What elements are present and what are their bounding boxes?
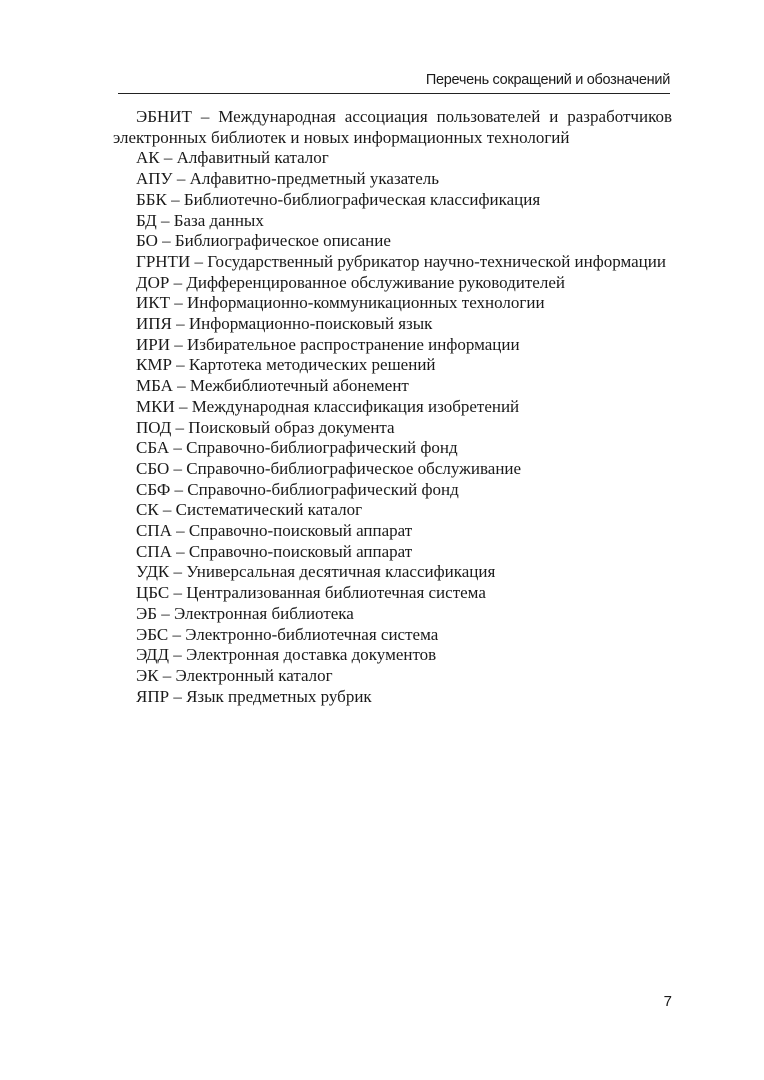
list-item: СБО – Справочно-библиографическое обслуживание (136, 458, 522, 478)
list-item: ГРНТИ – Государственный рубрикатор научно-технической информации (136, 251, 666, 271)
list-item: БД – База данных (136, 210, 264, 230)
list-item: АК – Алфавитный каталог (136, 148, 329, 168)
list-item: ЭБ – Электронная библиотека (136, 603, 354, 623)
list-item: СБА – Справочно-библиографический фонд (136, 438, 458, 458)
list-item: ББК – Библиотечно-библиографическая классификация (136, 189, 541, 209)
abbreviations-list (113, 107, 672, 707)
list-item: МБА – Межбиблиотечный абонемент (136, 376, 409, 396)
list-item: БО – Библиографическое описание (136, 231, 391, 251)
list-item: ИРИ – Избирательное распространение информации (136, 334, 520, 354)
list-item: МКИ – Международная классификация изобретений (136, 396, 520, 416)
list-item: ИКТ – Информационно-коммуникационных технологии (136, 293, 545, 313)
list-item: ПОД – Поисковый образ документа (136, 417, 395, 437)
list-item: ЯПР – Язык предметных рубрик (136, 686, 372, 706)
header-rule (118, 93, 670, 94)
list-item: КМР – Картотека методических решений (136, 355, 436, 375)
list-item: ИПЯ – Информационно-поисковый язык (136, 314, 433, 334)
list-item: ЭБНИТ – Международная ассоциация пользователей и разработчиков электронных библиотек и новых информационных технологий (113, 107, 672, 147)
list-item: ЦБС – Централизованная библиотечная система (136, 583, 486, 603)
list-item: СК – Систематический каталог (136, 500, 363, 520)
list-item: ЭК – Электронный каталог (136, 665, 333, 685)
list-item: УДК – Универсальная десятичная классификация (136, 562, 496, 582)
list-item: СПА – Справочно-поисковый аппарат (136, 521, 413, 541)
list-item: СБФ – Справочно-библиографический фонд (136, 479, 459, 499)
list-item: АПУ – Алфавитно-предметный указатель (136, 169, 439, 189)
running-header: Перечень сокращений и обозначений (425, 72, 670, 88)
list-item: ЭДД – Электронная доставка документов (136, 645, 437, 665)
list-item: ДОР – Дифференцированное обслуживание руководителей (136, 272, 565, 292)
page-number: 7 (663, 993, 672, 1010)
list-item: СПА – Справочно-поисковый аппарат (136, 541, 413, 561)
list-item: ЭБС – Электронно-библиотечная система (136, 624, 439, 644)
